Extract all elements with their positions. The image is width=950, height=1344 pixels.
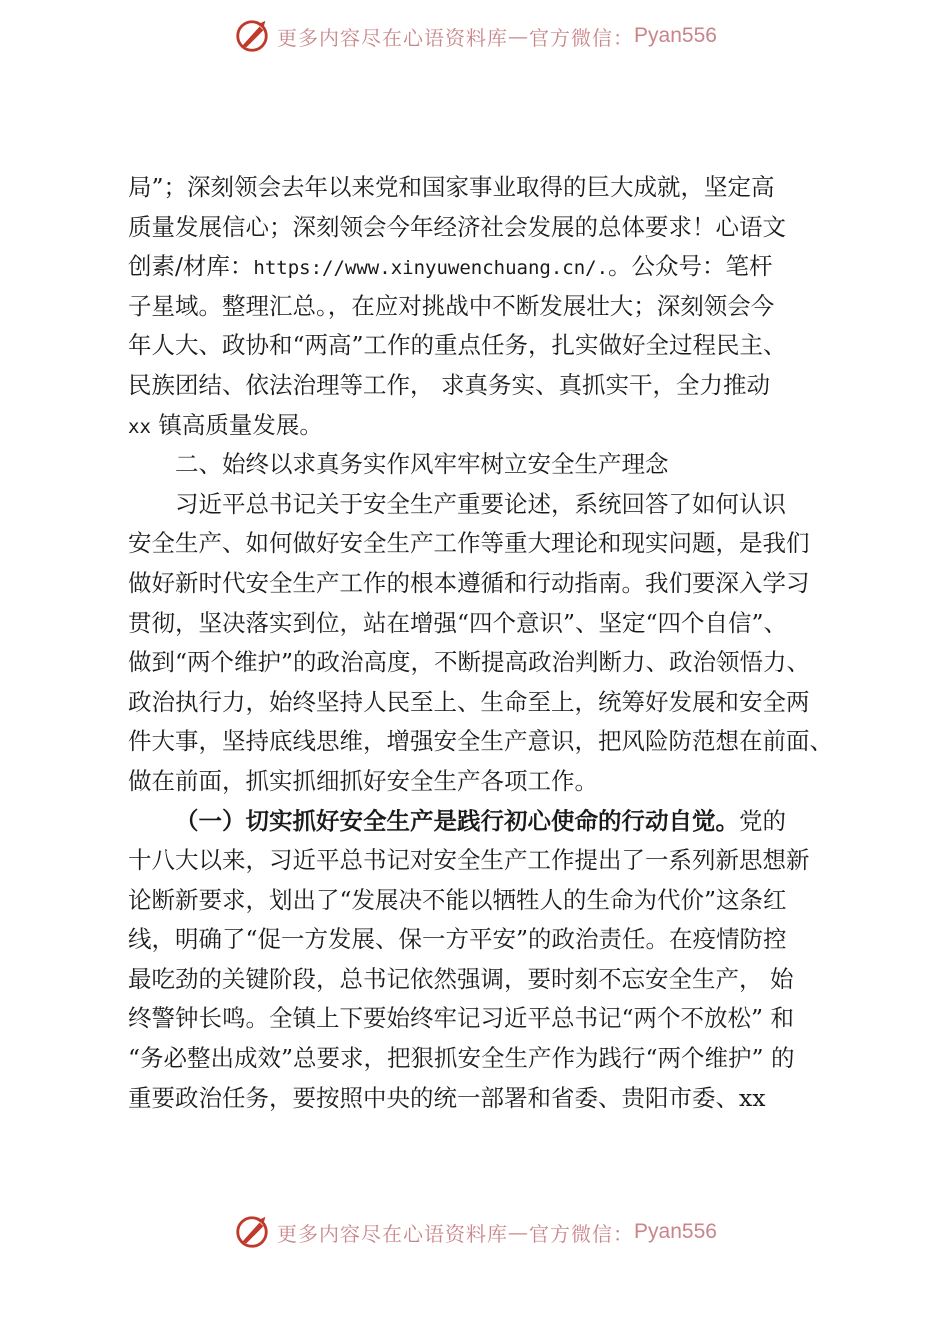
banner-main-text: 更多内容尽在心语资料库 (277, 25, 509, 50)
p1-line-7-b: 镇高质量发展。 (150, 410, 323, 439)
p2-line-2: 安全生产、如何做好安全生产工作等重大理论和现实问题，是我们 (128, 529, 810, 558)
banner-wechat-label: 官方微信： (529, 1221, 635, 1246)
banner-handle: Pyan556 (634, 1220, 717, 1243)
p3-line-5: 最吃劲的关键阶段，总书记依然强调，要时刻不忘安全生产， 始 (128, 964, 794, 993)
p3-line-3: 论断新要求，划出了“发展决不能以牺牲人的生命为代价”这条红 (128, 885, 787, 914)
banner-wechat-label: 官方微信： (529, 25, 635, 50)
footer-watermark-banner (0, 1210, 950, 1254)
p1-line-7 (128, 406, 858, 446)
p2-line-3: 做好新时代安全生产工作的根本遵循和行动指南。我们要深入学习 (128, 568, 810, 597)
p1-line-3-a: 创素/材库： (128, 252, 254, 281)
p3-line-1-tail: 党的 (739, 806, 786, 835)
pen-nib-circle-logo-icon (233, 17, 271, 55)
p1-line-3 (128, 247, 858, 287)
p1-line-1: 局”；深刻领会去年以来党和国家事业取得的巨大成就，坚定高 (128, 173, 775, 201)
p3-line-1 (128, 802, 858, 842)
banner-handle: Pyan556 (634, 24, 717, 47)
document-body (128, 168, 858, 1118)
subsection-heading-1: （一）切实抓好安全生产是践行初心使命的行动自觉。 (175, 806, 739, 835)
p1-line-3-b: 。公众号：笔杆 (608, 252, 773, 281)
p2-line-5: 做到“两个维护”的政治高度，不断提高政治判断力、政治领悟力、 (128, 648, 811, 677)
p3-line-4: 线，明确了“促一方发展、保一方平安”的政治责任。在疫情防控 (128, 925, 787, 954)
p1-line-5: 年人大、政协和“两高”工作的重点任务，扎实做好全过程民主、 (128, 331, 787, 360)
section-heading-2: 二、始终以求真务实作风牢牢树立安全生产理念 (175, 450, 669, 479)
p1-line-6: 民族团结、依法治理等工作， 求真务实、真抓实干，全力推动 (128, 370, 770, 399)
p2-line-7: 件大事，坚持底线思维，增强安全生产意识，把风险防范想在前面、 (128, 727, 833, 756)
p2-line-4: 贯彻，坚决落实到位，站在增强“四个意识”、坚定“四个自信”、 (128, 608, 788, 637)
p3-line-6: 终警钟长鸣。全镇上下要始终牢记习近平总书记“两个不放松” 和 (128, 1004, 794, 1033)
p3-line-8: 重要政治任务，要按照中央的统一部署和省委、贵阳市委、xx (128, 1083, 766, 1112)
p1-line-2: 质量发展信心；深刻领会今年经济社会发展的总体要求！心语文 (128, 212, 786, 241)
p2-line-6: 政治执行力，始终坚持人民至上、生命至上，统筹好发展和安全两 (128, 687, 810, 716)
banner-dash: — (508, 1220, 530, 1244)
p2-line-8: 做在前面，抓实抓细抓好安全生产各项工作。 (128, 766, 598, 795)
pen-nib-circle-logo-icon (233, 1213, 271, 1251)
p3-line-7: “务必整出成效”总要求，把狠抓安全生产作为践行“两个维护” 的 (128, 1044, 795, 1073)
header-watermark-banner (0, 14, 950, 58)
p1-line-7-xx: xx (128, 415, 151, 438)
banner-main-text: 更多内容尽在心语资料库 (277, 1221, 509, 1246)
banner-dash: — (508, 24, 530, 48)
p3-line-2: 十八大以来，习近平总书记对安全生产工作提出了一系列新思想新 (128, 846, 810, 875)
p1-line-4: 子星域。整理汇总。，在应对挑战中不断发展壮大；深刻领会今 (128, 291, 775, 320)
website-url: https://www.xinyuwenchuang.cn/. (253, 257, 609, 280)
p2-line-1: 习近平总书记关于安全生产重要论述，系统回答了如何认识 (175, 489, 786, 518)
